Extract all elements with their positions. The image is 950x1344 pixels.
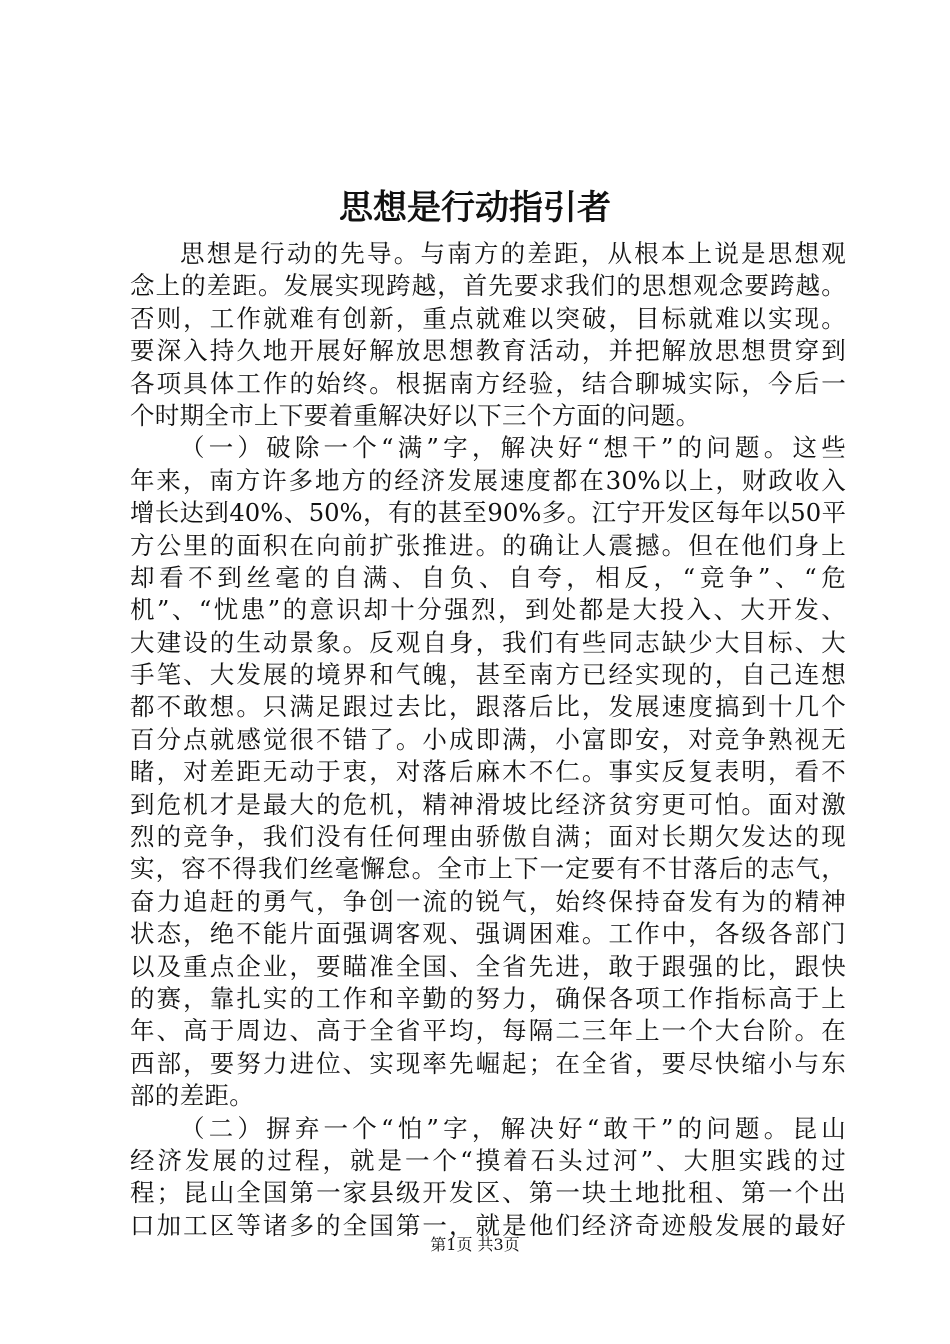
text-line: 经济发展的过程，就是一个“摸着石头过河”、大胆实践的过 <box>130 1145 846 1175</box>
text-line: 方公里的面积在向前扩张推进。的确让人震撼。但在他们身上 <box>130 530 846 560</box>
text-line: 程；昆山全国第一家县级开发区、第一块土地批租、第一个出 <box>130 1178 846 1208</box>
text-line: 个时期全市上下要着重解决好以下三个方面的问题。 <box>130 400 701 430</box>
text-line: 念上的差距。发展实现跨越，首先要求我们的思想观念要跨越。 <box>130 271 846 301</box>
text-line: 各项具体工作的始终。根据南方经验，结合聊城实际，今后一 <box>130 368 846 398</box>
text-line: 睹，对差距无动于衷，对落后麻木不仁。事实反复表明，看不 <box>130 757 846 787</box>
text-line: 部的差距。 <box>130 1081 254 1111</box>
text-line: 机”、“忧患”的意识却十分强烈，到处都是大投入、大开发、 <box>130 595 846 625</box>
text-line: 烈的竞争，我们没有任何理由骄傲自满；面对长期欠发达的现 <box>130 822 846 852</box>
text-line: 年来，南方许多地方的经济发展速度都在30%以上，财政收入 <box>130 465 846 495</box>
text-line: 否则，工作就难有创新，重点就难以突破，目标就难以实现。 <box>130 303 846 333</box>
text-line: 口加工区等诸多的全国第一，就是他们经济奇迹般发展的最好 <box>130 1210 846 1240</box>
text-line: 状态，绝不能片面强调客观、强调困难。工作中，各级各部门 <box>130 919 846 949</box>
text-line: 却看不到丝毫的自满、自负、自夸，相反，“竞争”、“危 <box>130 562 846 592</box>
text-line: （二）摒弃一个“怕”字，解决好“敢干”的问题。昆山 <box>180 1113 846 1143</box>
text-line: 增长达到40%、50%，有的甚至90%多。江宁开发区每年以50平 <box>130 498 846 528</box>
text-line: （一）破除一个“满”字，解决好“想干”的问题。这些 <box>180 433 846 463</box>
text-line: 以及重点企业，要瞄准全国、全省先进，敢于跟强的比，跟快 <box>130 951 846 981</box>
text-line: 的赛，靠扎实的工作和辛勤的努力，确保各项工作指标高于上 <box>130 983 846 1013</box>
text-line: 西部，要努力进位、实现率先崛起；在全省，要尽快缩小与东 <box>130 1048 846 1078</box>
text-line: 手笔、大发展的境界和气魄，甚至南方已经实现的，自己连想 <box>130 660 846 690</box>
page-footer: 第1页 共3页 <box>430 1235 520 1254</box>
text-line: 奋力追赶的勇气，争创一流的锐气，始终保持奋发有为的精神 <box>130 886 846 916</box>
text-line: 要深入持久地开展好解放思想教育活动，并把解放思想贯穿到 <box>130 336 846 366</box>
text-line: 都不敢想。只满足跟过去比，跟落后比，发展速度搞到十几个 <box>130 692 846 722</box>
text-line: 到危机才是最大的危机，精神滑坡比经济贫穷更可怕。面对激 <box>130 789 846 819</box>
document-body <box>130 238 846 1242</box>
document-title: 思想是行动指引者 <box>339 188 611 228</box>
text-line: 年、高于周边、高于全省平均，每隔二三年上一个大台阶。在 <box>130 1016 846 1046</box>
text-line: 大建设的生动景象。反观自身，我们有些同志缺少大目标、大 <box>130 627 846 657</box>
text-line: 百分点就感觉很不错了。小成即满，小富即安，对竞争熟视无 <box>130 724 846 754</box>
text-line: 实，容不得我们丝毫懈怠。全市上下一定要有不甘落后的志气， <box>130 854 846 884</box>
text-line: 思想是行动的先导。与南方的差距，从根本上说是思想观 <box>180 239 846 268</box>
